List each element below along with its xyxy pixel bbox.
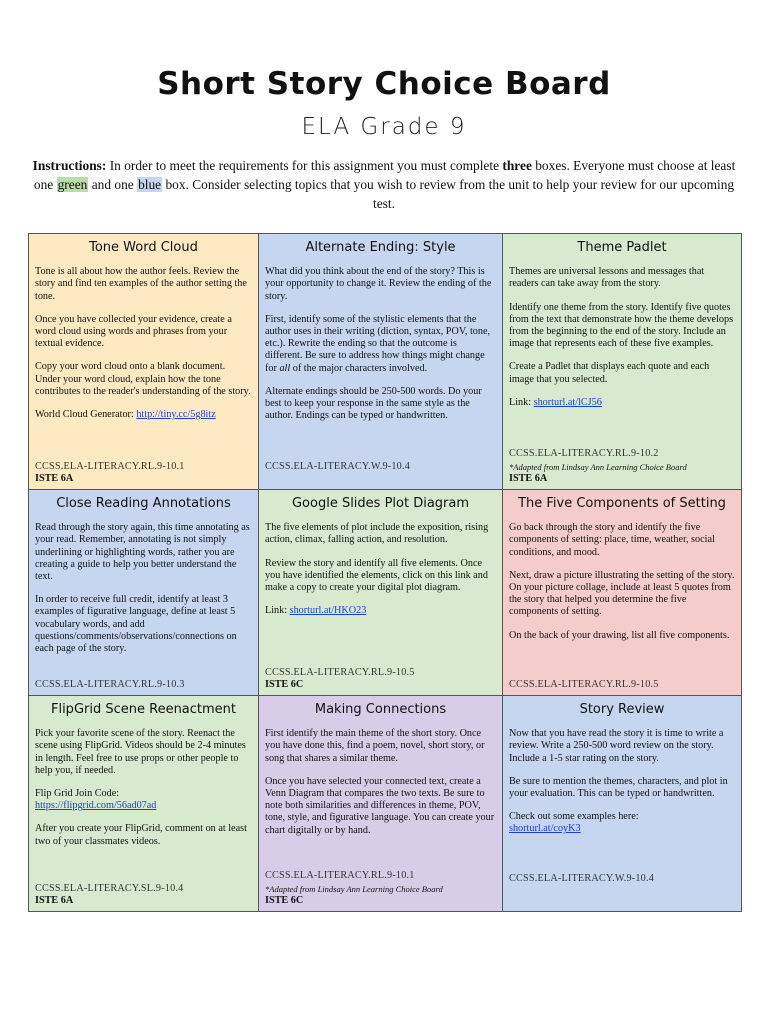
cell-footer	[35, 883, 252, 907]
link-label: Flip Grid Join Code:	[35, 788, 120, 800]
instructions	[30, 156, 738, 213]
emphasis-text: all	[279, 362, 291, 374]
link-label: World Cloud Generator:	[35, 409, 137, 421]
adapted-credit: *Adapted from Lindsay Ann Learning Choice Board	[265, 883, 443, 894]
cell-footer	[509, 448, 735, 485]
cell-theme-padlet	[503, 234, 742, 490]
cell-title: Theme Padlet	[577, 240, 667, 255]
cell-paragraph: Create a Padlet that displays each quote and each image that you selected.	[509, 361, 710, 385]
cell-paragraph: Review the story and identify all five elements. Once you have identified the elements, click on this link and make a copy to create your digital plot diagram.	[265, 557, 488, 594]
instructions-text-4: box. Consider selecting topics that you wish to review from the unit to help your review for our upcoming test.	[162, 177, 735, 211]
cell-plot-diagram	[259, 490, 503, 696]
instructions-text-1: In order to meet the requirements for this assignment you must complete	[106, 158, 503, 173]
cell-paragraph: Go back through the story and identify the five components of setting: place, time, weather, social conditions, and mood.	[509, 522, 715, 558]
standard-code: CCSS.ELA-LITERACY.RL.9-10.1	[35, 460, 185, 472]
cell-paragraph: Pick your favorite scene of the story. Reenact the scene using FlipGrid. Videos should be 2-4 minutes in length. Feel free to use props or other people to help you, if needed.	[35, 728, 246, 776]
cell-tone-word-cloud	[29, 234, 259, 490]
standard-code: CCSS.ELA-LITERACY.RL.9-10.3	[35, 678, 185, 690]
cell-story-review	[503, 696, 742, 912]
iste-code: ISTE 6C	[265, 894, 304, 906]
cell-title: Story Review	[579, 702, 665, 717]
cell-link-line	[509, 397, 735, 409]
link-label: Link:	[265, 605, 290, 617]
instructions-colon: :	[101, 158, 107, 173]
cell-title: Alternate Ending: Style	[305, 240, 456, 255]
iste-code: ISTE 6A	[35, 472, 74, 484]
page-title: Short Story Choice Board	[157, 66, 611, 102]
cell-title: FlipGrid Scene Reenactment	[50, 702, 237, 717]
standard-code: CCSS.ELA-LITERACY.RL.9-10.1	[265, 870, 415, 882]
cell-footer	[35, 461, 252, 485]
instructions-green-word: green	[57, 177, 88, 192]
cell-paragraph: The five elements of plot include the exposition, rising action, climax, falling action, and resolution.	[265, 522, 489, 546]
instructions-label: Instructions	[32, 158, 102, 173]
plot-diagram-link[interactable]: shorturl.at/HKO23	[289, 605, 367, 617]
instructions-text-2: boxes. Everyone must choose at least one	[33, 158, 736, 192]
cell-paragraph: Read through the story again, this time annotating as your read. Remember, annotating is not simply underlining or highlighting words, rather you are creating a guide to help you better understand the text.	[35, 522, 250, 583]
iste-code: ISTE 6C	[265, 678, 304, 690]
standard-code: CCSS.ELA-LITERACY.RL.9-10.5	[509, 678, 659, 690]
padlet-link[interactable]: shorturl.at/lCJ56	[533, 396, 602, 408]
instructions-bold-word: three	[502, 158, 532, 173]
word-cloud-generator-link[interactable]: http://tiny.cc/5g8itz	[136, 409, 216, 421]
cell-making-connections	[259, 696, 503, 912]
link-label: Link:	[509, 396, 534, 408]
choice-board-grid	[28, 233, 742, 912]
cell-title: Close Reading Annotations	[56, 496, 231, 511]
paragraph-text: of the major characters involved.	[290, 362, 428, 374]
page-subtitle: ELA Grade 9	[301, 114, 467, 140]
iste-spacer	[265, 473, 496, 485]
cell-paragraph: Once you have selected your connected text, create a Venn Diagram that compares the two texts. Be sure to note both similarities and differences in theme, POV, tone, style, and figurative language. You can create your chart digitally or by hand.	[265, 775, 495, 836]
cell-footer	[35, 679, 252, 691]
cell-link-line	[35, 788, 252, 812]
instructions-blue-word: blue	[138, 177, 162, 192]
cell-paragraph: Copy your word cloud onto a blank document. Under your word cloud, explain how the tone contributes to the reader's understanding of the story.	[35, 361, 251, 397]
cell-title: Tone Word Cloud	[89, 240, 198, 255]
cell-title: The Five Components of Setting	[518, 496, 726, 511]
standard-code: CCSS.ELA-LITERACY.RL.9-10.2	[509, 448, 659, 460]
cell-title: Making Connections	[314, 702, 447, 717]
cell-footer	[265, 667, 496, 691]
iste-code: ISTE 6A	[35, 894, 74, 906]
cell-footer	[509, 873, 735, 885]
cell-paragraph: On the back of your drawing, list all five components.	[509, 629, 730, 641]
cell-close-reading	[29, 490, 259, 696]
instructions-text-3: and one	[88, 177, 138, 192]
cell-setting	[503, 490, 742, 696]
cell-paragraph: First identify the main theme of the short story. Once you have done this, find a poem, novel, short story, or song that shares a similar theme.	[265, 728, 485, 764]
review-examples-link[interactable]: shorturl.at/coyK3	[509, 823, 581, 835]
cell-flipgrid	[29, 696, 259, 912]
cell-paragraph: Themes are universal lessons and messages that readers can take away from the story.	[509, 266, 705, 290]
cell-paragraph: What did you think about the end of the story? This is your opportunity to change it. Review the ending of the story.	[265, 266, 492, 302]
flipgrid-link[interactable]: https://flipgrid.com/56ad07ad	[35, 800, 157, 812]
cell-footer	[265, 870, 496, 907]
standard-code: CCSS.ELA-LITERACY.RL.9-10.5	[265, 666, 415, 678]
cell-paragraph: In order to receive full credit, identify at least 3 examples of figurative language, define at least 5 vocabulary words, and add questions/comments/observations/connections on each page of the story.	[35, 594, 237, 655]
cell-footer	[265, 461, 496, 485]
cell-paragraph: Identify one theme from the story. Identify five quotes from the text that demonstrate how the theme develops from the beginning to the end of the story. Include an image that represents each of these five examples.	[509, 301, 734, 350]
cell-title: Google Slides Plot Diagram	[291, 496, 470, 511]
cell-paragraph	[265, 314, 496, 375]
cell-paragraph: Tone is all about how the author feels. Review the story and find ten examples of the author setting the tone.	[35, 266, 247, 302]
cell-alternate-ending	[259, 234, 503, 490]
cell-paragraph: Alternate endings should be 250-500 words. Do your best to keep your response in the same style as the author. Endings can be typed or handwritten.	[265, 385, 482, 422]
cell-link-line	[35, 409, 252, 421]
standard-code: CCSS.ELA-LITERACY.W.9-10.4	[509, 872, 655, 884]
link-label: Check out some examples here:	[509, 811, 639, 823]
cell-paragraph: Once you have collected your evidence, create a word cloud using words and phrases from your textual evidence.	[35, 313, 232, 350]
cell-link-line	[265, 605, 496, 617]
iste-code: ISTE 6A	[509, 472, 548, 484]
cell-link-line	[509, 811, 735, 835]
cell-paragraph: After you create your FlipGrid, comment on at least two of your classmates videos.	[35, 823, 247, 847]
cell-paragraph: Now that you have read the story it is time to write a review. Write a 250-500 word review on the story. Include a 1-5 star rating on the story.	[509, 728, 724, 764]
cell-paragraph: Next, draw a picture illustrating the setting of the story. On your picture collage, include at least 5 quotes from the story that helped you determine the five components of setting.	[509, 569, 735, 618]
cell-footer	[509, 679, 735, 691]
standard-code: CCSS.ELA-LITERACY.W.9-10.4	[265, 460, 411, 472]
paragraph-text: First, identify some of the stylistic elements that the author uses in their writing (diction, syntax, POV, tone, etc.). Rewrite the ending so that the outcome is different. Be sure to address how things might change for	[265, 313, 491, 374]
cell-paragraph: Be sure to mention the themes, characters, and plot in your evaluation. This can be typed or handwritten.	[509, 775, 728, 800]
adapted-credit: *Adapted from Lindsay Ann Learning Choice Board	[509, 461, 687, 472]
standard-code: CCSS.ELA-LITERACY.SL.9-10.4	[35, 882, 184, 894]
